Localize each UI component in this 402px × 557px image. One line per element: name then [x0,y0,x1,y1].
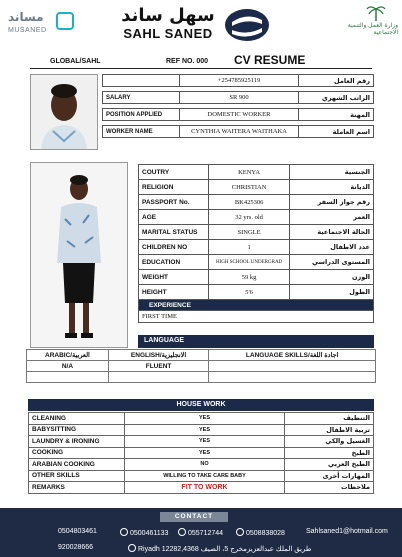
info-value: +254785925119 [179,75,299,86]
info-row [102,91,374,104]
skill-value: YES [125,436,285,448]
skill-label: CLEANING [29,413,125,425]
detail-value: 5'6 [208,285,290,300]
language-col-arabic: ARABIC/العربية [27,350,109,361]
experience-row [139,311,374,323]
detail-value: CHRISTIAN [208,180,290,195]
skill-label-arabic: الغسيل والكي [285,436,374,448]
ministry-logo [330,4,398,44]
info-value: DOMESTIC WORKER [179,109,299,120]
detail-row [139,165,374,180]
experience-header: EXPERIENCE [139,300,374,311]
info-label-arabic: اسم العاملة [332,128,370,136]
skill-label: COOKING [29,447,125,459]
detail-label: PASSPORT No. [139,195,209,210]
skill-label: OTHER SKILLS [29,470,125,482]
house-work-row [29,447,374,459]
house-work-table [28,412,374,494]
detail-value: SINGLE [208,225,290,240]
detail-label: WEIGHT [139,270,209,285]
sahl-saned-logo [108,6,228,44]
ref-number: REF NO. 000 [166,58,209,65]
info-row [102,74,374,87]
language-table [26,349,376,383]
detail-label: MARITAL STATUS [139,225,209,240]
sahl-saned-emblem-icon [224,8,270,42]
ministry-text: وزارة العمل والتنمية الاجتماعية [347,22,398,36]
language-header-row [27,350,376,361]
palm-emblem-icon [366,4,386,22]
musaned-logo [8,10,74,36]
detail-label-arabic: الجنسية [290,165,374,180]
skill-label-arabic: الطبخ العربي [285,459,374,471]
skill-label: BABYSITTING [29,424,125,436]
info-label-arabic: الراتب الشهري [321,94,370,102]
sahl-saned-english: SAHL SANED [123,26,213,41]
language-header: LANGUAGE [138,335,374,348]
detail-value: 59 kg [208,270,290,285]
experience-value: FIRST TIME [139,311,374,323]
detail-row [139,210,374,225]
skill-value: WILLING TO TAKE CARE BABY [125,470,285,482]
phone-2-text: 0500461133 [130,530,169,537]
info-value: CYNTHIA WAITERA WAITHAKA [179,126,299,137]
detail-row [139,225,374,240]
detail-label: EDUCATION [139,255,209,270]
detail-label-arabic: عدد الاطفال [290,240,374,255]
phone-1 [58,528,97,535]
detail-label-arabic: الوزن [290,270,374,285]
detail-label: CHILDREN NO [139,240,209,255]
phone-icon [236,528,244,536]
house-work-row [29,459,374,471]
email-text: Sahlsaned1@hotmail.com [306,528,388,535]
house-work-row [29,436,374,448]
skill-value: NO [125,459,285,471]
info-row [102,125,374,138]
house-work-header: HOUSE WORK [28,399,374,411]
detail-row [139,195,374,210]
detail-label-arabic: الديانة [290,180,374,195]
detail-row [139,285,374,300]
info-row [102,108,374,121]
phone-3 [178,528,223,537]
detail-label-arabic: الحالة الاجتماعية [290,225,374,240]
experience-header-row [139,300,374,311]
language-empty-row [27,372,376,383]
skill-label-arabic: المهارات أخرى [285,470,374,482]
musaned-logo-arabic: مساند [8,10,44,24]
detail-label: HEIGHT [139,285,209,300]
detail-value: 1 [208,240,290,255]
worker-headshot [30,74,98,150]
musaned-logo-english: MUSANED [8,27,47,34]
phone-2 [120,528,168,537]
detail-label: AGE [139,210,209,225]
worker-info-table [102,74,374,142]
reference-bar [0,53,402,68]
remarks-value: FIT TO WORK [125,482,285,494]
worker-full-photo [30,162,128,348]
detail-row [139,240,374,255]
detail-label-arabic: العمر [290,210,374,225]
language-col-skills: LANGUAGE SKILLS/اجادة اللغة [209,350,376,361]
detail-row [139,270,374,285]
info-label-arabic: رقم العامل [334,77,370,85]
info-label-arabic: المهنة [350,111,370,119]
detail-label-arabic: الطول [290,285,374,300]
skill-label-arabic: تربية الاطفال [285,424,374,436]
header [0,0,402,52]
language-value-skills [209,361,376,372]
email [306,528,388,535]
detail-row [139,255,374,270]
house-work-row [29,413,374,425]
info-label: WORKER NAME [106,129,153,135]
info-label: POSITION APPLIED [106,112,163,118]
language-value-english: FLUENT [108,361,208,372]
phone-1-text: 0504803461 [58,528,97,535]
header-divider [30,68,372,69]
phone-icon [178,528,186,536]
skill-label-arabic: ملاحظات [285,482,374,494]
address-text: Riyadh 12282,4368 طريق الملك عبدالعزيزمخرج 5، الصيف [138,546,312,553]
phone-icon [120,528,128,536]
phone-5-text: 920028666 [58,544,94,551]
skill-label: REMARKS [29,482,125,494]
detail-row [139,180,374,195]
musaned-mark-icon [56,12,74,30]
info-label: SALARY [106,95,131,101]
skill-label: LAUNDRY & IRONING [29,436,125,448]
detail-label: RELIGION [139,180,209,195]
contact-label: CONTACT [160,512,228,522]
house-work-row [29,470,374,482]
skill-value: YES [125,424,285,436]
skill-value: YES [125,413,285,425]
language-value-arabic: N/A [27,361,109,372]
house-work-row [29,482,374,494]
language-col-english: ENGLISH/الانجليزية [108,350,208,361]
detail-value: BK425306 [208,195,290,210]
detail-value: KENYA [208,165,290,180]
house-work-row [29,424,374,436]
detail-value: HIGH SCHOOL UNDERGRAD [208,255,290,270]
worker-details-table [138,164,374,323]
skill-label-arabic: الطبخ [285,447,374,459]
sahl-saned-arabic: سهل ساند [121,5,215,26]
phone-3-text: 055712744 [188,530,224,537]
skill-label: ARABIAN COOKING [29,459,125,471]
skill-value: YES [125,447,285,459]
address [128,544,311,553]
contact-footer [0,508,402,557]
detail-label-arabic: رقم جواز السفر [290,195,374,210]
info-value: SR 900 [179,92,299,103]
phone-4-text: 0508838028 [246,530,285,537]
skill-label-arabic: التنظيف [285,413,374,425]
location-icon [128,544,136,552]
language-value-row [27,361,376,372]
phone-5 [58,544,93,551]
global-label: GLOBAL/SAHL [50,58,101,65]
detail-label: COUTRY [139,165,209,180]
cv-title: CV RESUME [234,53,306,67]
detail-value: 32 yrs. old [208,210,290,225]
phone-4 [236,528,285,537]
detail-label-arabic: المستوى الدراسي [290,255,374,270]
